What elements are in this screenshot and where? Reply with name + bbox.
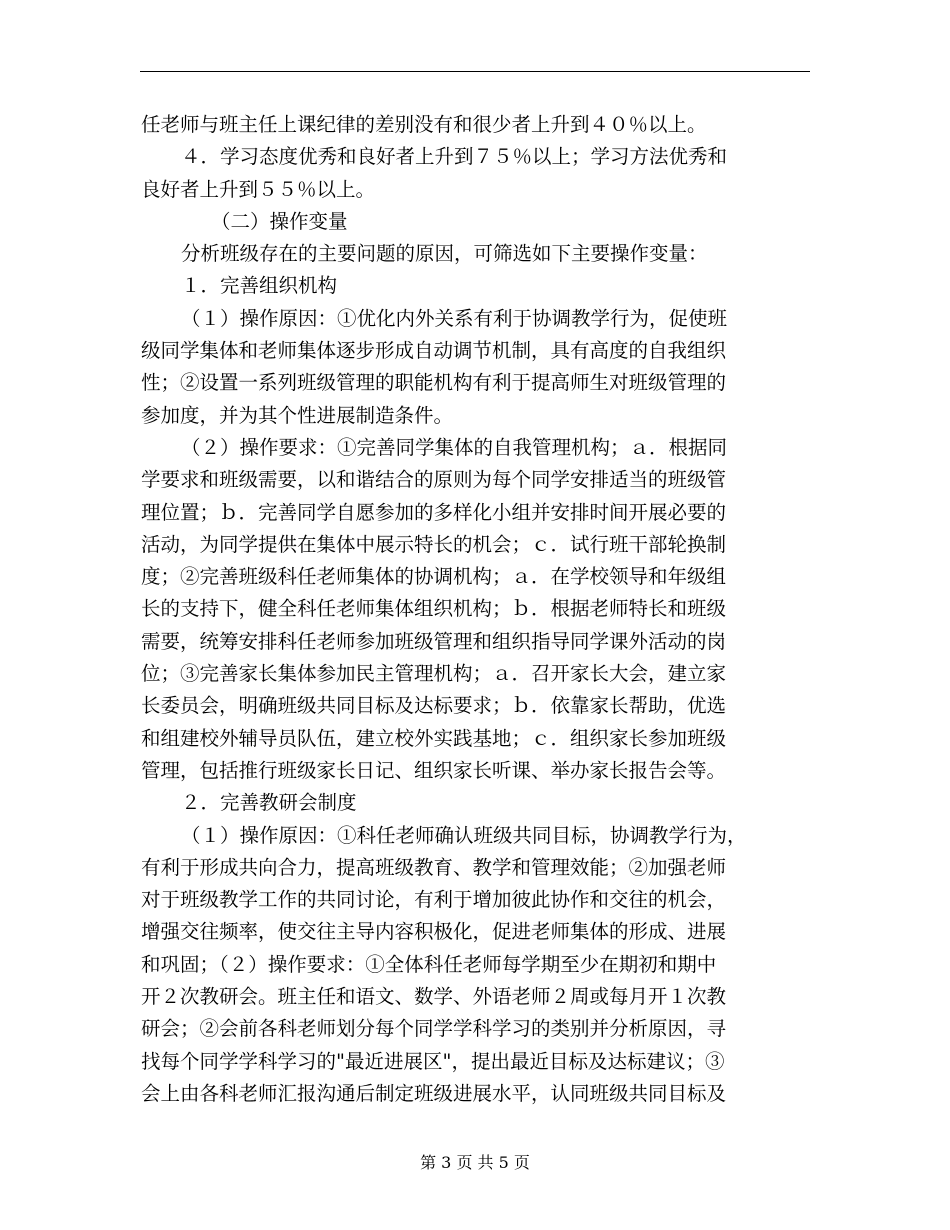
text-line: 性；②设置一系列班级管理的职能机构有利于提高师生对班级管理的 — [141, 371, 727, 395]
header-rule — [140, 71, 810, 72]
text-line: 学要求和班级需要，以和谐结合的原则为每个同学安排适当的班级管 — [141, 468, 727, 492]
subsection-heading-organization: １．完善组织机构 — [181, 274, 338, 298]
text-line: 度；②完善班级科任老师集体的协调机构；ａ．在学校领导和年级组 — [141, 565, 727, 589]
text-line: （１）操作原因：①优化内外关系有利于协调教学行为，促使班 — [181, 306, 728, 330]
text-line: 和组建校外辅导员队伍，建立校外实践基地；ｃ．组织家长参加班级 — [141, 726, 727, 750]
text-line: 增强交往频率，使交往主导内容积极化，促进老师集体的形成、进展 — [141, 920, 727, 944]
text-line: 位；③完善家长集体参加民主管理机构；ａ．召开家长大会，建立家 — [141, 662, 727, 686]
text-line: 长的支持下，健全科任老师集体组织机构；ｂ．根据老师特长和班级 — [141, 597, 727, 621]
text-line: 任老师与班主任上课纪律的差别没有和很少者上升到４０％以上。 — [141, 113, 707, 136]
text-line: 会上由各科老师汇报沟通后制定班级进展水平，认同班级共同目标及 — [141, 1081, 727, 1105]
text-line: 需要，统筹安排科任老师参加班级管理和组织指导同学课外活动的岗 — [141, 629, 727, 653]
text-line: 良好者上升到５５％以上。 — [141, 177, 376, 201]
text-line: 参加度，并为其个性进展制造条件。 — [141, 403, 454, 427]
text-line: （２）操作要求：①完善同学集体的自我管理机构；ａ．根据同 — [181, 435, 728, 459]
subsection-heading-research-meeting: ２．完善教研会制度 — [181, 791, 357, 815]
text-line: 有利于形成共向合力，提高班级教育、教学和管理效能；②加强老师 — [141, 855, 727, 879]
document-body — [141, 109, 821, 1110]
text-line: 研会；②会前各科老师划分每个同学学科学习的类别并分析原因，寻 — [141, 1017, 727, 1041]
list-item-4: ４．学习态度优秀和良好者上升到７５％以上；学习方法优秀和 — [181, 145, 728, 169]
section-heading-operational-variables: （二）操作变量 — [211, 209, 348, 233]
text-line: 分析班级存在的主要问题的原因，可筛选如下主要操作变量： — [181, 242, 708, 266]
text-line: 找每个同学学科学习的"最近进展区"，提出最近目标及达标建议；③ — [141, 1049, 725, 1073]
text-line: 活动，为同学提供在集体中展示特长的机会；ｃ．试行班干部轮换制 — [141, 532, 727, 556]
text-line: 级同学集体和老师集体逐步形成自动调节机制，具有高度的自我组织 — [141, 339, 727, 363]
text-line: 对于班级教学工作的共同讨论，有利于增加彼此协作和交往的机会， — [141, 888, 727, 912]
text-line: 和巩固；（２）操作要求：①全体科任老师每学期至少在期初和期中 — [141, 952, 717, 976]
text-line: 管理，包括推行班级家长日记、组织家长听课、举办家长报告会等。 — [141, 758, 727, 782]
text-line: 理位置；ｂ．完善同学自愿参加的多样化小组并安排时间开展必要的 — [141, 500, 727, 524]
page-number: 第 3 页 共 5 页 — [420, 1153, 530, 1172]
text-line: 长委员会，明确班级共同目标及达标要求；ｂ．依靠家长帮助，优选 — [141, 694, 727, 718]
text-line: 开２次教研会。班主任和语文、数学、外语老师２周或每月开１次教 — [141, 985, 727, 1009]
text-line: （１）操作原因：①科任老师确认班级共同目标，协调教学行为， — [181, 823, 747, 847]
